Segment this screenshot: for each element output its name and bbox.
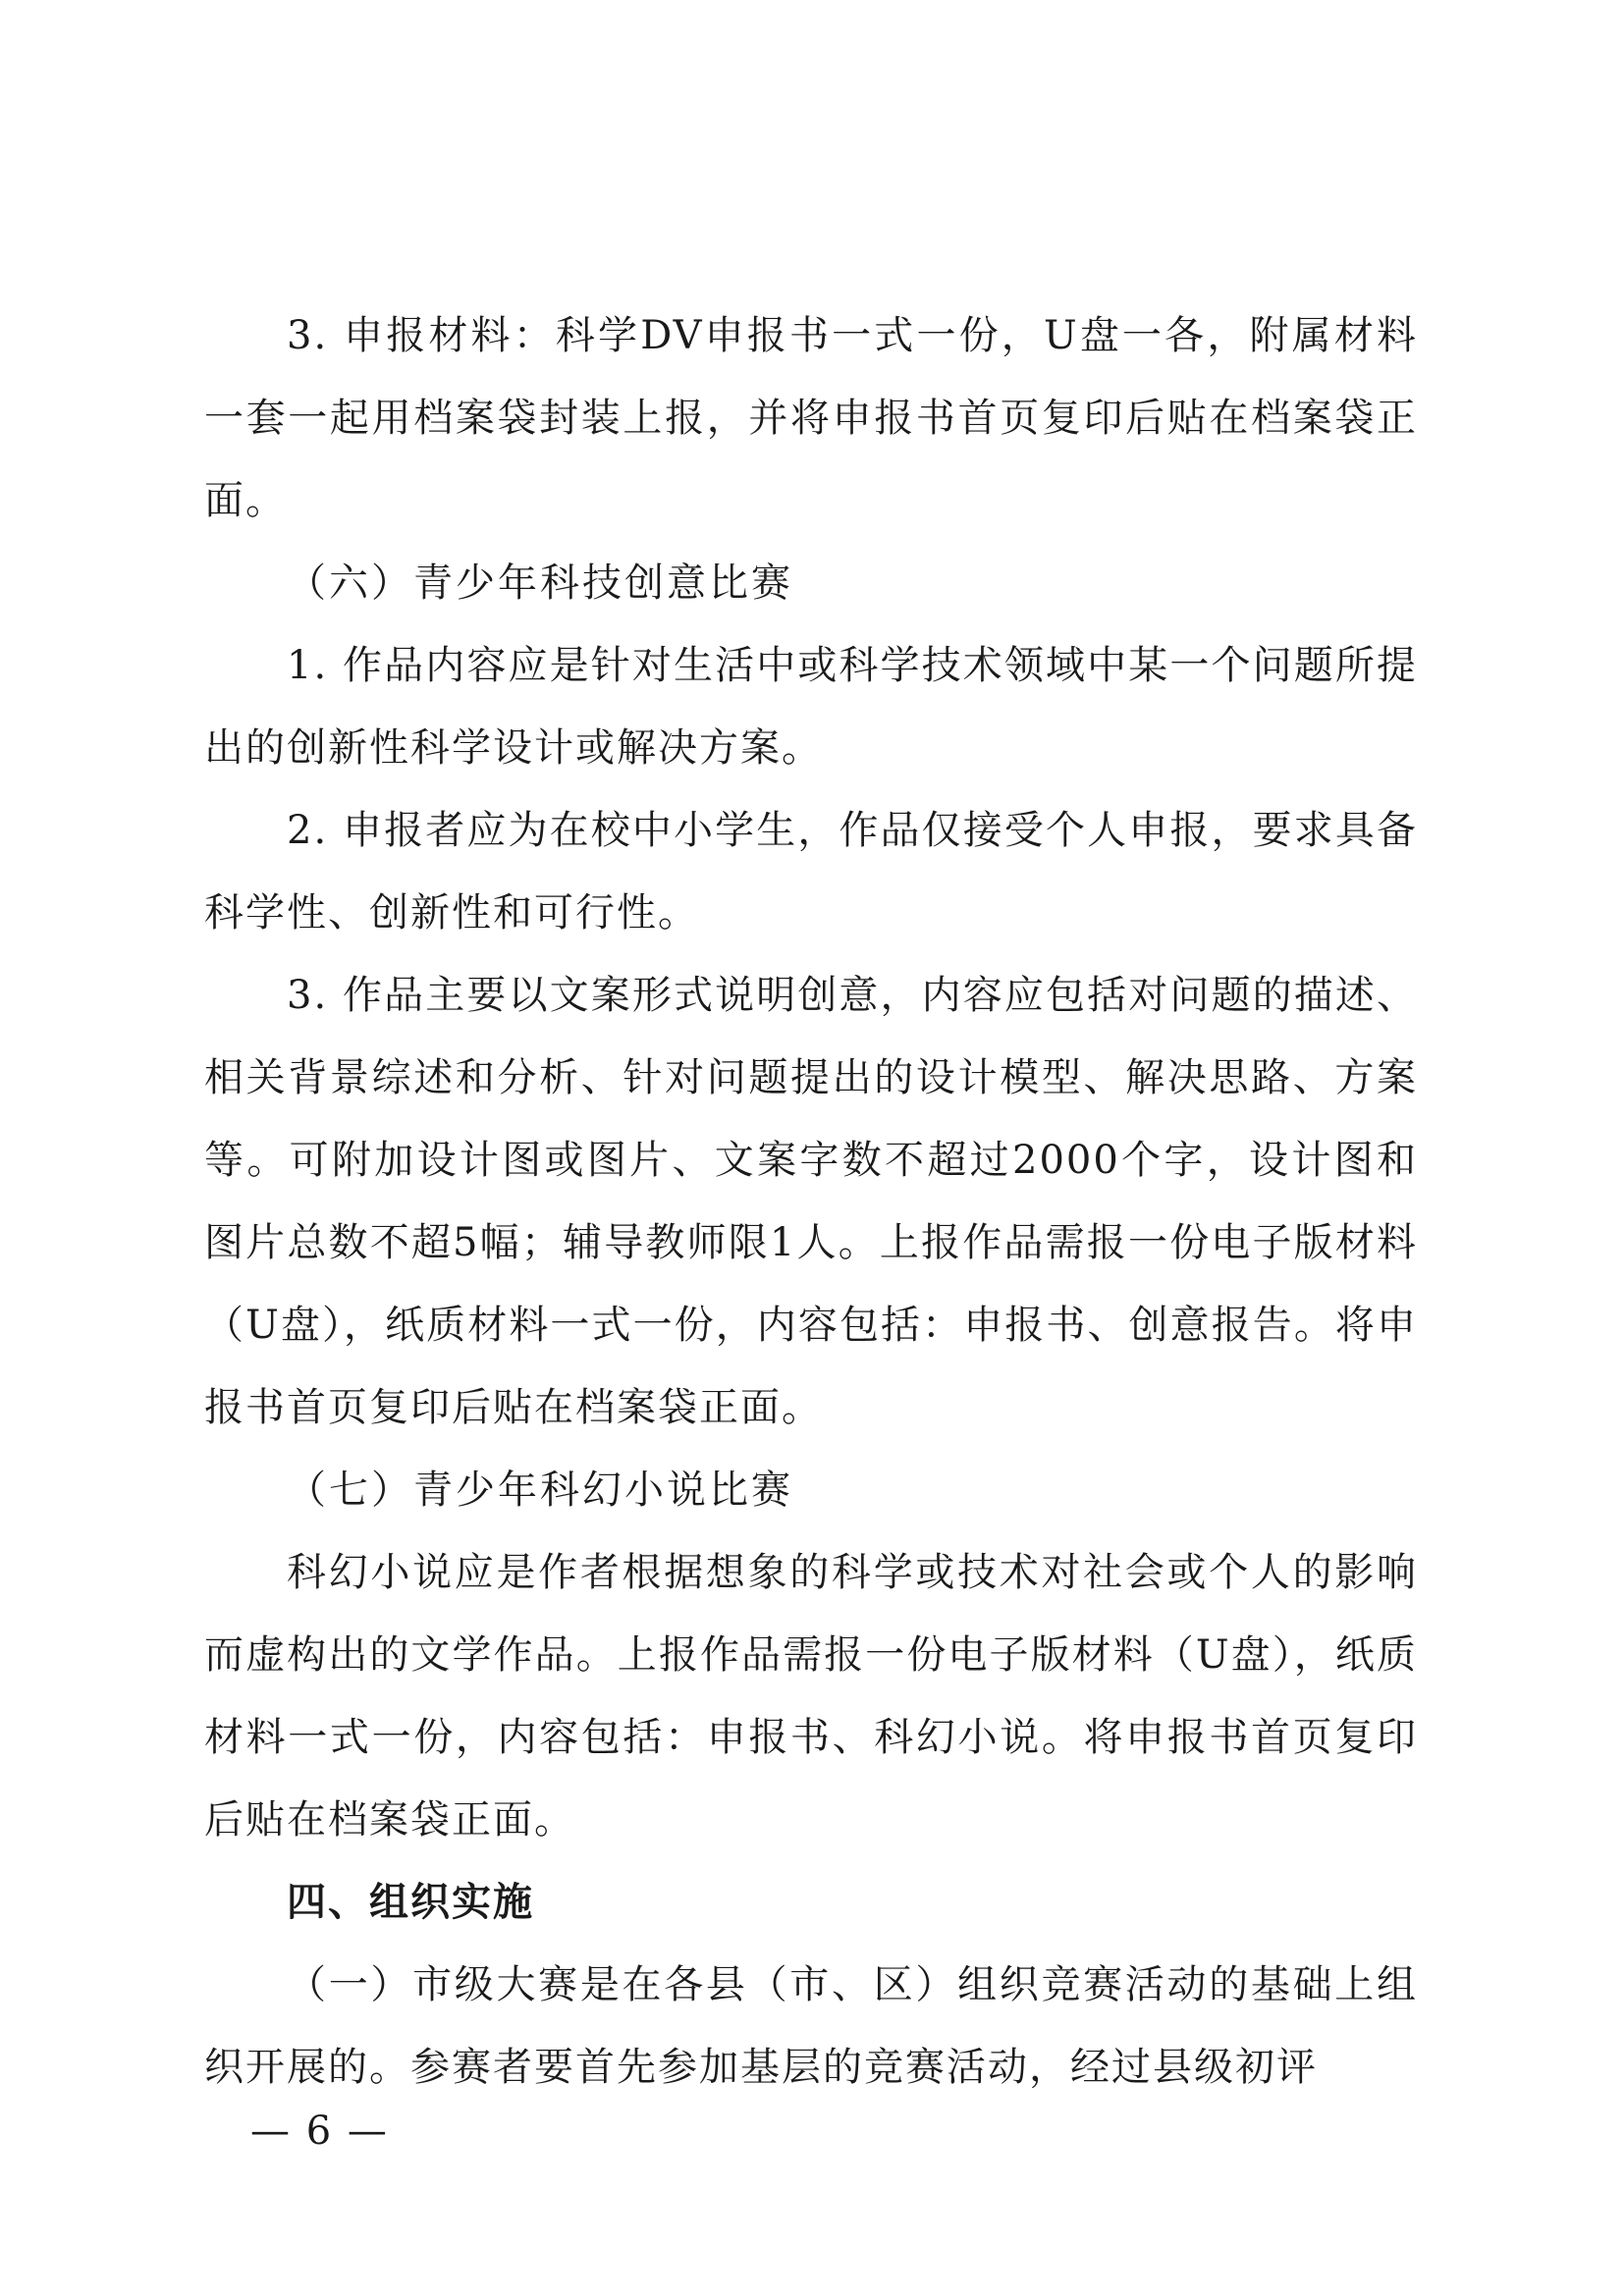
paragraph-creativity-item-3: 3. 作品主要以文案形式说明创意，内容应包括对问题的描述、相关背景综述和分析、针对问题提出的设计模型、解决思路、方案等。可附加设计图或图片、文案字数不超过2000个字，设计图和图片总数不超5幅；辅导教师限1人。上报作品需报一份电子版材料（U盘），纸质材料一式一份，内容包括：申报书、创意报告。将申报书首页复印后贴在档案袋正面。: [204, 973, 1418, 1430]
section-heading-organization: 四、组织实施: [287, 1880, 534, 1925]
section-heading-scifi-contest: （七）青少年科幻小说比赛: [287, 1468, 793, 1513]
paragraph-dv-materials: 3. 申报材料：科学DV申报书一式一份，U盘一各，附属材料一套一起用档案袋封装上报，并将申报书首页复印后贴在档案袋正面。: [204, 313, 1418, 523]
paragraph-creativity-item-1: 1. 作品内容应是针对生活中或科学技术领域中某一个问题所提出的创新性科学设计或解决方案。: [204, 643, 1418, 771]
section-heading-creativity-contest: （六）青少年科技创意比赛: [287, 561, 793, 606]
paragraph-creativity-item-2: 2. 申报者应为在校中小学生，作品仅接受个人申报，要求具备科学性、创新性和可行性。: [204, 808, 1418, 935]
page-number: — 6 —: [250, 2109, 389, 2154]
document-body: [204, 294, 1418, 2109]
paragraph-scifi-description: 科幻小说应是作者根据想象的科学或技术对社会或个人的影响而虚构出的文学作品。上报作品需报一份电子版材料（U盘），纸质材料一式一份，内容包括：申报书、科幻小说。将申报书首页复印后贴在档案袋正面。: [204, 1550, 1418, 1842]
paragraph-organization-item-1: （一）市级大赛是在各县（市、区）组织竞赛活动的基础上组织开展的。参赛者要首先参加基层的竞赛活动，经过县级初评: [204, 1962, 1418, 2090]
